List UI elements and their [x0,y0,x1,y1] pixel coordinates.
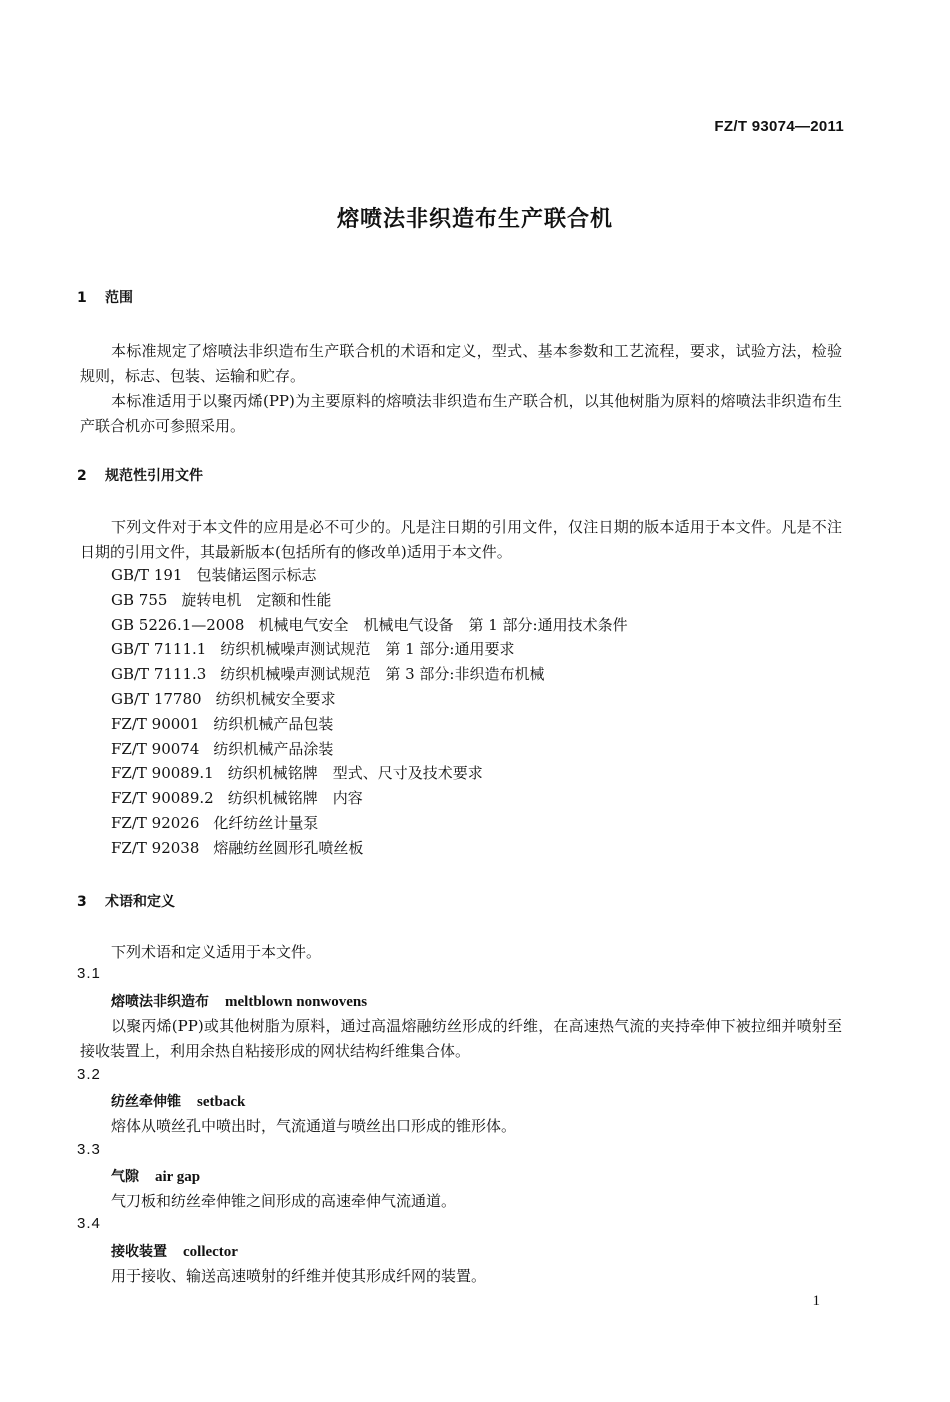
reference-title: 机械电气安全 机械电气设备 第 1 部分:通用技术条件 [258,615,628,634]
reference-title: 纺织机械安全要求 [215,689,336,708]
term-english: air gap [155,1169,201,1185]
reference-item [111,761,628,786]
clause-number: 3.2 [77,1066,101,1083]
reference-item [111,637,628,662]
term-chinese: 接收装置 [111,1244,167,1260]
term-chinese: 熔喷法非织造布 [111,994,209,1010]
reference-code: FZ/T 90001 [111,714,200,733]
reference-title: 纺织机械噪声测试规范 第 1 部分:通用要求 [220,640,515,659]
reference-item [111,737,628,762]
reference-code: GB/T 17780 [111,689,202,708]
reference-item [111,588,628,613]
reference-title: 纺织机械铭牌 内容 [227,789,363,808]
reference-item [111,712,628,737]
term-english: setback [197,1094,246,1110]
term-definition: 以聚丙烯(PP)或其他树脂为原料，通过高温熔融纺丝形成的纤维，在高速热气流的夹持牵伸下被拉细并喷射至接收装置上，利用余热自粘接形成的网状结构纤维集合体。 [80,1017,842,1060]
reference-code: FZ/T 90074 [111,739,200,758]
reference-code: GB 5226.1—2008 [111,615,245,634]
reference-item [111,811,628,836]
term-english: meltblown nonwovens [225,994,368,1010]
clause-number: 3.3 [77,1141,101,1158]
reference-code: FZ/T 92038 [111,838,200,857]
reference-title: 纺织机械产品涂装 [213,739,334,758]
standard-number: FZ/T 93074—2011 [714,118,844,135]
term-entry [111,1241,238,1261]
reference-title: 纺织机械产品包装 [213,714,334,733]
reference-code: GB/T 7111.1 [111,640,207,659]
reference-item [111,662,628,687]
section-number: 1 [77,290,87,306]
reference-code: GB/T 7111.3 [111,665,207,684]
section-number: 2 [77,468,87,484]
reference-item [111,687,628,712]
clause-number: 3.1 [77,965,101,982]
term-definition: 气刀板和纺丝牵伸锥之间形成的高速牵伸气流通道。 [111,1192,457,1210]
reference-item [111,786,628,811]
reference-code: FZ/T 92026 [111,813,200,832]
reference-item [111,836,628,861]
reference-title: 包装储运图示标志 [196,566,317,584]
scope-paragraph-1: 本标准规定了熔喷法非织造布生产联合机的术语和定义，型式、基本参数和工艺流程，要求，试验方法，检验规则，标志、包装、运输和贮存。 [80,342,842,385]
reference-title: 熔融纺丝圆形孔喷丝板 [213,838,364,857]
reference-code: FZ/T 90089.1 [111,764,214,783]
section-2-heading [77,465,203,485]
section-title: 范围 [105,290,133,306]
reference-item [111,613,628,638]
section-number: 3 [77,894,87,910]
term-definition: 熔体从喷丝孔中喷出时，气流通道与喷丝出口形成的锥形体。 [111,1117,517,1135]
terms-intro: 下列术语和定义适用于本文件。 [111,943,322,961]
reference-title: 纺织机械噪声测试规范 第 3 部分:非织造布机械 [220,665,545,684]
page-number: 1 [812,1293,820,1309]
reference-code: GB/T 191 [111,566,183,584]
term-chinese: 气隙 [111,1169,139,1185]
reference-code: GB 755 [111,590,168,609]
reference-list [111,563,628,861]
reference-code: FZ/T 90089.2 [111,789,214,808]
section-title: 规范性引用文件 [105,468,203,484]
term-english: collector [183,1244,238,1260]
term-entry [111,1166,200,1186]
references-intro: 下列文件对于本文件的应用是必不可少的。凡是注日期的引用文件，仅注日期的版本适用于本文件。凡是不注日期的引用文件，其最新版本(包括所有的修改单)适用于本文件。 [80,518,842,561]
reference-title: 纺织机械铭牌 型式、尺寸及技术要求 [227,764,483,783]
scope-paragraph-2: 本标准适用于以聚丙烯(PP)为主要原料的熔喷法非织造布生产联合机，以其他树脂为原料的熔喷法非织造布生产联合机亦可参照采用。 [80,392,842,435]
section-3-heading [77,891,175,911]
reference-title: 旋转电机 定额和性能 [181,590,332,609]
document-title: 熔喷法非织造布生产联合机 [336,207,613,232]
section-title: 术语和定义 [105,894,175,910]
reference-title: 化纤纺丝计量泵 [213,813,319,832]
term-entry [111,1091,245,1111]
reference-item [111,563,628,588]
clause-number: 3.4 [77,1215,101,1232]
section-1-heading [77,287,133,307]
term-entry [111,991,367,1011]
term-chinese: 纺丝牵伸锥 [111,1094,181,1110]
term-definition: 用于接收、输送高速喷射的纤维并使其形成纤网的装置。 [111,1267,487,1285]
